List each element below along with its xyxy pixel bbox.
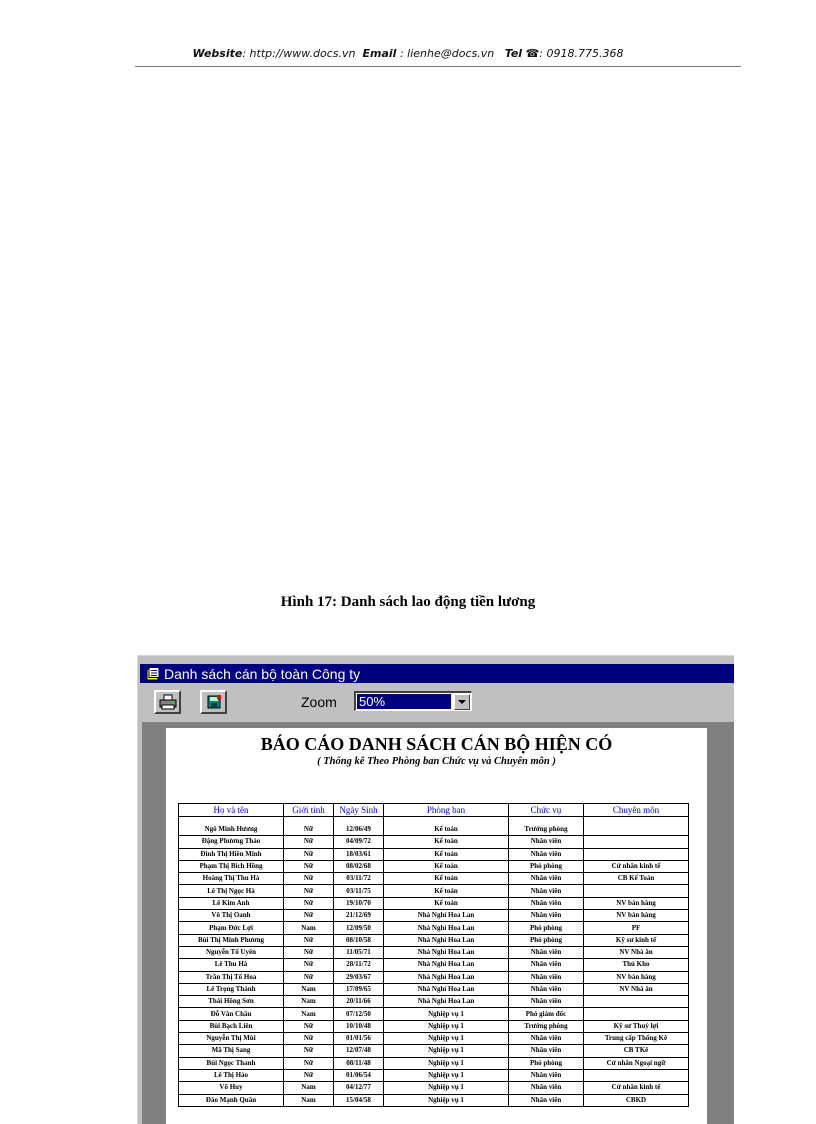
cell-position: Nhân viên: [509, 885, 584, 897]
table-row: [179, 1020, 689, 1032]
cell-department: Nghiệp vụ 1: [384, 1057, 509, 1069]
cell-birthdate: 15/04/58: [334, 1094, 384, 1106]
cell-name: Lê Thu Hà: [179, 959, 284, 971]
cell-position: Nhân viên: [509, 897, 584, 909]
cell-department: Kế toán: [384, 848, 509, 860]
cell-birthdate: 12/09/50: [334, 922, 384, 934]
table-row: [179, 934, 689, 946]
cell-specialty: [584, 836, 689, 848]
cell-birthdate: 01/01/56: [334, 1033, 384, 1045]
website-value: : http://www.docs.vn: [242, 47, 356, 60]
cell-birthdate: 04/12/77: [334, 1082, 384, 1094]
table-row: [179, 971, 689, 983]
cell-position: Nhân viên: [509, 996, 584, 1008]
figure-caption: Hình 17: Danh sách lao động tiền lương: [280, 594, 536, 610]
cell-name: Lê Thị Ngọc Hà: [179, 885, 284, 897]
cell-gender: Nữ: [284, 1069, 334, 1081]
cell-name: Phạm Thị Bích Hồng: [179, 860, 284, 872]
cell-position: Nhân viên: [509, 983, 584, 995]
cell-position: Nhân viên: [509, 1069, 584, 1081]
cell-gender: Nữ: [284, 848, 334, 860]
cell-name: Võ Huy: [179, 1082, 284, 1094]
cell-department: Kế toán: [384, 873, 509, 885]
table-row: [179, 983, 689, 995]
cell-birthdate: 08/10/58: [334, 934, 384, 946]
cell-position: Nhân viên: [509, 836, 584, 848]
cell-name: Nguyễn Tố Uyên: [179, 946, 284, 958]
cell-gender: Nữ: [284, 1020, 334, 1032]
cell-specialty: CBKD: [584, 1094, 689, 1106]
spacer-cell: [284, 817, 334, 825]
cell-position: Nhân viên: [509, 971, 584, 983]
cell-birthdate: 01/06/54: [334, 1069, 384, 1081]
cell-gender: Nam: [284, 922, 334, 934]
table-row: [179, 1057, 689, 1069]
spacer-cell: [179, 817, 284, 825]
zoom-label: Zoom: [301, 694, 337, 710]
page-header: [0, 47, 816, 60]
cell-position: Nhân viên: [509, 848, 584, 860]
zoom-value: 50%: [357, 694, 451, 709]
cell-gender: Nữ: [284, 934, 334, 946]
tel-label: Tel: [504, 47, 523, 60]
cell-department: Nhà Nghỉ Hoa Lan: [384, 946, 509, 958]
cell-gender: Nam: [284, 1082, 334, 1094]
cell-name: Mã Thị Sang: [179, 1045, 284, 1057]
cell-birthdate: 03/11/72: [334, 873, 384, 885]
cell-specialty: Kỹ sư Thuỷ lợi: [584, 1020, 689, 1032]
cell-specialty: Trung cấp Thống Kê: [584, 1033, 689, 1045]
cell-specialty: NV Nhà ăn: [584, 983, 689, 995]
cell-department: Nhà Nghỉ Hoa Lan: [384, 934, 509, 946]
column-header: Phòng ban: [384, 804, 509, 817]
cell-department: Nghiệp vụ 1: [384, 1045, 509, 1057]
cell-birthdate: 04/09/72: [334, 836, 384, 848]
cell-department: Nhà Nghỉ Hoa Lan: [384, 922, 509, 934]
cell-name: Bùi Bạch Liên: [179, 1020, 284, 1032]
window-title: Danh sách cán bộ toàn Công ty: [164, 665, 361, 682]
table-row: [179, 860, 689, 872]
cell-specialty: [584, 1069, 689, 1081]
table-row: [179, 1069, 689, 1081]
print-button[interactable]: [154, 690, 181, 714]
chevron-down-icon: [455, 695, 469, 709]
report-title: BÁO CÁO DANH SÁCH CÁN BỘ HIỆN CÓ: [260, 734, 613, 754]
staff-table: [178, 803, 689, 1107]
column-header: Chuyên môn: [584, 804, 689, 817]
cell-gender: Nữ: [284, 860, 334, 872]
cell-specialty: NV bán hàng: [584, 971, 689, 983]
cell-birthdate: 07/12/50: [334, 1008, 384, 1020]
cell-position: Nhân viên: [509, 1045, 584, 1057]
table-row: [179, 1045, 689, 1057]
cell-gender: Nữ: [284, 897, 334, 909]
table-row: [179, 959, 689, 971]
cell-position: Nhân viên: [509, 946, 584, 958]
table-row: [179, 848, 689, 860]
cell-name: Lê Trọng Thành: [179, 983, 284, 995]
cell-department: Kế toán: [384, 897, 509, 909]
cell-specialty: Cử nhân kinh tế: [584, 860, 689, 872]
printer-icon: [159, 694, 177, 710]
cell-birthdate: 08/11/48: [334, 1057, 384, 1069]
cell-department: Nhà Nghỉ Hoa Lan: [384, 959, 509, 971]
cell-position: Nhân viên: [509, 1033, 584, 1045]
save-close-icon: [206, 694, 222, 710]
cell-name: Phạm Đức Lợi: [179, 922, 284, 934]
phone-icon: ☎: [525, 47, 540, 60]
cell-name: Đinh Thị Hiền Minh: [179, 848, 284, 860]
cell-name: Ngô Minh Hương: [179, 824, 284, 836]
table-header-row: [179, 804, 689, 817]
cell-gender: Nữ: [284, 1057, 334, 1069]
website-label: Website: [192, 47, 243, 60]
cell-position: Nhân viên: [509, 1082, 584, 1094]
cell-birthdate: 19/10/70: [334, 897, 384, 909]
cell-birthdate: 18/03/61: [334, 848, 384, 860]
email-label: Email: [362, 47, 397, 60]
cell-name: Đỗ Văn Châu: [179, 1008, 284, 1020]
cell-gender: Nữ: [284, 873, 334, 885]
cell-specialty: CB Kế Toán: [584, 873, 689, 885]
cell-department: Nghiệp vụ 1: [384, 1008, 509, 1020]
cell-birthdate: 12/06/49: [334, 824, 384, 836]
cell-gender: Nữ: [284, 885, 334, 897]
cell-name: Lê Thị Hảo: [179, 1069, 284, 1081]
cell-specialty: [584, 1008, 689, 1020]
cell-birthdate: 28/11/72: [334, 959, 384, 971]
column-header: Chức vụ: [509, 804, 584, 817]
cell-department: Nhà Nghỉ Hoa Lan: [384, 996, 509, 1008]
close-preview-button[interactable]: [200, 690, 227, 714]
zoom-dropdown-button[interactable]: [454, 694, 470, 710]
cell-gender: Nam: [284, 983, 334, 995]
cell-birthdate: 29/03/67: [334, 971, 384, 983]
zoom-select[interactable]: [354, 691, 472, 711]
cell-specialty: [584, 885, 689, 897]
cell-position: Phó phòng: [509, 860, 584, 872]
cell-gender: Nam: [284, 1094, 334, 1106]
table-spacer-row: [179, 817, 689, 825]
table-row: [179, 910, 689, 922]
cell-department: Nghiệp vụ 1: [384, 1082, 509, 1094]
cell-gender: Nữ: [284, 959, 334, 971]
cell-specialty: CB TKê: [584, 1045, 689, 1057]
table-row: [179, 1094, 689, 1106]
cell-position: Phó phòng: [509, 934, 584, 946]
cell-specialty: NV bán hàng: [584, 910, 689, 922]
table-row: [179, 897, 689, 909]
cell-department: Nghiệp vụ 1: [384, 1069, 509, 1081]
cell-position: Phó phòng: [509, 1057, 584, 1069]
report-app-icon: [146, 667, 160, 681]
cell-birthdate: 17/09/65: [334, 983, 384, 995]
cell-gender: Nam: [284, 1008, 334, 1020]
cell-name: Bùi Thị Minh Phương: [179, 934, 284, 946]
cell-birthdate: 03/11/75: [334, 885, 384, 897]
column-header: Họ và tên: [179, 804, 284, 817]
cell-specialty: Kỹ sư kinh tế: [584, 934, 689, 946]
column-header: Giới tính: [284, 804, 334, 817]
cell-birthdate: 10/10/48: [334, 1020, 384, 1032]
table-row: [179, 946, 689, 958]
cell-birthdate: 11/05/71: [334, 946, 384, 958]
cell-name: Thái Hồng Sơn: [179, 996, 284, 1008]
cell-name: Lê Kim Anh: [179, 897, 284, 909]
cell-department: Nhà Nghỉ Hoa Lan: [384, 983, 509, 995]
cell-specialty: NV bán hàng: [584, 897, 689, 909]
cell-gender: Nữ: [284, 971, 334, 983]
spacer-cell: [334, 817, 384, 825]
column-header: Ngày Sinh: [334, 804, 384, 817]
cell-gender: Nam: [284, 996, 334, 1008]
cell-specialty: [584, 824, 689, 836]
spacer-cell: [584, 817, 689, 825]
cell-specialty: [584, 848, 689, 860]
cell-position: Phó giám đốc: [509, 1008, 584, 1020]
preview-toolbar: [140, 685, 732, 719]
cell-department: Nhà Nghỉ Hoa Lan: [384, 910, 509, 922]
cell-specialty: [584, 996, 689, 1008]
cell-name: Nguyễn Thị Mùi: [179, 1033, 284, 1045]
cell-birthdate: 08/02/68: [334, 860, 384, 872]
email-value: : lienhe@docs.vn: [399, 47, 495, 60]
tel-value: : 0918.775.368: [539, 47, 624, 60]
cell-name: Đặng Phương Thảo: [179, 836, 284, 848]
table-row: [179, 824, 689, 836]
cell-specialty: Thủ Kho: [584, 959, 689, 971]
cell-position: Phó phòng: [509, 922, 584, 934]
cell-birthdate: 20/11/66: [334, 996, 384, 1008]
cell-gender: Nữ: [284, 1045, 334, 1057]
cell-position: Trưởng phòng: [509, 824, 584, 836]
table-row: [179, 885, 689, 897]
cell-name: Võ Thị Oanh: [179, 910, 284, 922]
cell-birthdate: 21/12/69: [334, 910, 384, 922]
cell-gender: Nữ: [284, 946, 334, 958]
report-preview-window: [137, 655, 734, 1124]
cell-position: Nhân viên: [509, 910, 584, 922]
cell-department: Nghiệp vụ 1: [384, 1020, 509, 1032]
table-row: [179, 996, 689, 1008]
cell-department: Nhà Nghỉ Hoa Lan: [384, 971, 509, 983]
cell-birthdate: 12/07/48: [334, 1045, 384, 1057]
window-titlebar[interactable]: [140, 664, 734, 683]
cell-specialty: Cử nhân Ngoại ngữ: [584, 1057, 689, 1069]
cell-gender: Nữ: [284, 910, 334, 922]
header-divider: [135, 66, 741, 67]
report-page: [166, 728, 707, 1124]
cell-gender: Nữ: [284, 836, 334, 848]
staff-table-body: [179, 817, 689, 1107]
cell-name: Hoàng Thị Thu Hà: [179, 873, 284, 885]
cell-name: Bùi Ngọc Thanh: [179, 1057, 284, 1069]
table-row: [179, 873, 689, 885]
table-row: [179, 1082, 689, 1094]
cell-specialty: Cử nhân kinh tế: [584, 1082, 689, 1094]
cell-department: Kế toán: [384, 885, 509, 897]
cell-name: Trần Thị Tố Hoa: [179, 971, 284, 983]
spacer-cell: [384, 817, 509, 825]
cell-department: Kế toán: [384, 860, 509, 872]
cell-department: Nghiệp vụ 1: [384, 1033, 509, 1045]
cell-gender: Nữ: [284, 1033, 334, 1045]
cell-specialty: PF: [584, 922, 689, 934]
table-row: [179, 1033, 689, 1045]
cell-position: Nhân viên: [509, 959, 584, 971]
spacer-cell: [509, 817, 584, 825]
report-subtitle: ( Thống kê Theo Phòng ban Chức vụ và Chuyên môn ): [317, 756, 556, 767]
cell-gender: Nữ: [284, 824, 334, 836]
cell-position: Nhân viên: [509, 873, 584, 885]
table-row: [179, 836, 689, 848]
cell-specialty: NV Nhà ăn: [584, 946, 689, 958]
cell-position: Nhân viên: [509, 1094, 584, 1106]
cell-position: Trưởng phòng: [509, 1020, 584, 1032]
cell-name: Đào Mạnh Quân: [179, 1094, 284, 1106]
cell-department: Nghiệp vụ 1: [384, 1094, 509, 1106]
cell-department: Kế toán: [384, 824, 509, 836]
cell-department: Kế toán: [384, 836, 509, 848]
table-row: [179, 922, 689, 934]
table-row: [179, 1008, 689, 1020]
